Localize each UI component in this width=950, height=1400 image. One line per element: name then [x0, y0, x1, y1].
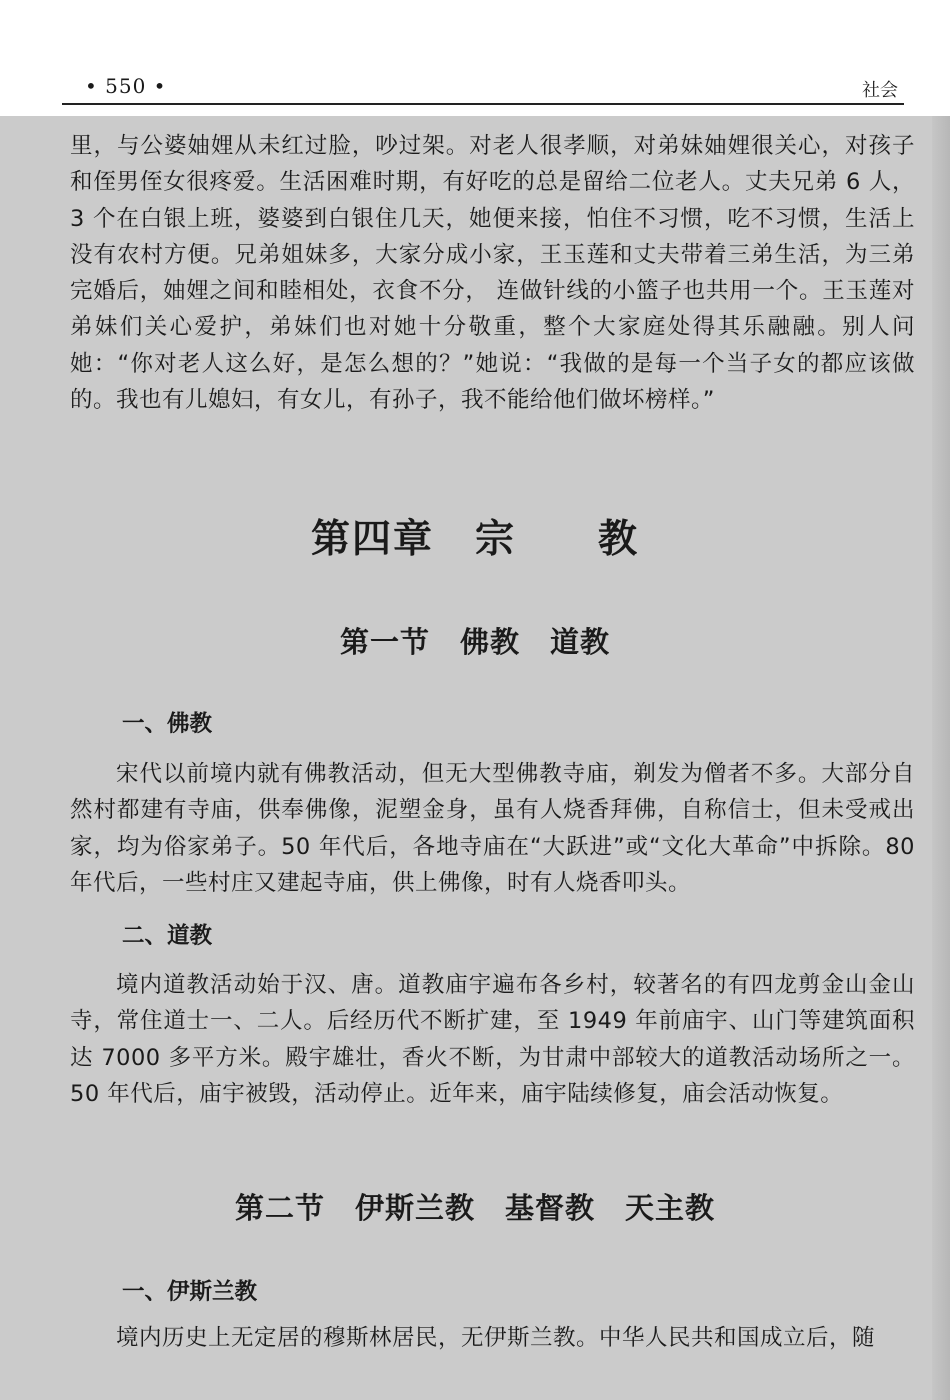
intro-paragraph: 里，与公婆妯娌从未红过脸，吵过架。对老人很孝顺，对弟妹妯娌很关心，对孩子和侄男侄女很疼爱。生活困难时期，有好吃的总是留给二位老人。丈夫兄弟 6 人，3 个在白银上班，婆婆到白银住几天，她便来接，怕住不习惯，吃不习惯，生活上没有农村方便。兄弟姐妹多，大家分成小家，王玉莲和丈夫带着三弟生活，为三弟完婚后，妯娌之间和睦相处，衣食不分， 连做针线的小篮子也共用一个。王玉莲对弟妹们关心爱护，弟妹们也对她十分敬重，整个大家庭处得其乐融融。别人问她：“你对老人这么好，是怎么想的？”她说：“我做的是每一个当子女的都应该做的。我也有儿媳妇，有女儿，有孙子，我不能给他们做坏榜样。” — [70, 133, 915, 414]
taoism-paragraph: 境内道教活动始于汉、唐。道教庙宇遍布各乡村，较著名的有四龙剪金山金山寺，常住道士一、二人。后经历代不断扩建，至 1949 年前庙宇、山门等建筑面积达 7000 多平方米。殿宇雄壮，香火不断，为甘肃中部较大的道教活动场所之一。50 年代后，庙宇被毁，活动停止。近年来，庙宇陆续修复，庙会活动恢复。 — [70, 972, 915, 1107]
section-title-1: 第一节 佛教 道教 — [339, 625, 610, 659]
buddhism-text — [70, 756, 915, 901]
subheading-buddhism: 一、佛教 — [122, 711, 213, 737]
islam-paragraph: 境内历史上无定居的穆斯林居民，无伊斯兰教。中华人民共和国成立后，随 — [116, 1325, 876, 1351]
subheading-taoism: 二、道教 — [122, 923, 213, 949]
section-title-2: 第二节 伊斯兰教 基督教 天主教 — [234, 1191, 715, 1225]
chapter-title: 第四章 宗 教 — [310, 517, 639, 562]
running-head: 社会 — [862, 80, 898, 101]
page-number: • 550 • — [85, 74, 167, 98]
taoism-text — [70, 967, 915, 1112]
page-header — [0, 0, 950, 116]
header-rule — [62, 103, 904, 105]
buddhism-paragraph: 宋代以前境内就有佛教活动，但无大型佛教寺庙，剃发为僧者不多。大部分自然村都建有寺庙，供奉佛像，泥塑金身，虽有人烧香拜佛，自称信士，但未受戒出家，均为俗家弟子。50 年代后，各地寺庙在“大跃进”或“文化大革命”中拆除。80 年代后，一些村庄又建起寺庙，供上佛像，时有人烧香叩头。 — [70, 761, 915, 896]
subheading-islam: 一、伊斯兰教 — [122, 1279, 258, 1305]
intro-text — [70, 128, 915, 418]
islam-text — [70, 1320, 915, 1356]
